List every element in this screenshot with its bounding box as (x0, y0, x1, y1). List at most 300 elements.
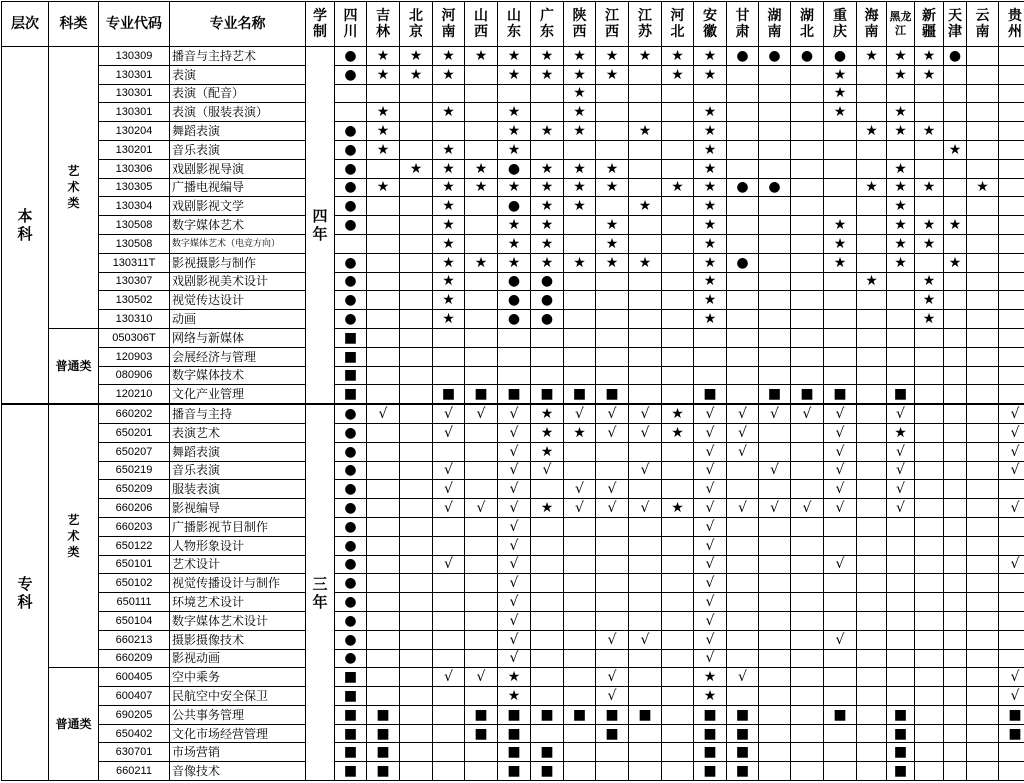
province-mark: ★ (564, 65, 596, 84)
province-mark (465, 461, 498, 480)
province-mark (465, 328, 498, 347)
province-mark (915, 611, 944, 630)
major-code: 130305 (99, 178, 170, 197)
province-mark (531, 347, 564, 366)
province-mark (857, 423, 887, 442)
province-mark (791, 328, 824, 347)
province-mark (915, 724, 944, 743)
table-row (2, 536, 1024, 555)
province-mark (727, 366, 759, 385)
province-mark (857, 517, 887, 536)
province-mark: ★ (367, 178, 400, 197)
province-mark: ■ (887, 743, 915, 762)
province-mark (944, 499, 967, 518)
province-mark: √ (824, 480, 857, 499)
province-mark (662, 385, 694, 404)
province-mark: ★ (531, 442, 564, 461)
province-mark (791, 724, 824, 743)
province-mark (944, 347, 967, 366)
table-row (2, 517, 1024, 536)
province-mark (791, 555, 824, 574)
province-mark (367, 480, 400, 499)
table-row (2, 253, 1024, 272)
province-mark (999, 536, 1024, 555)
province-mark: ● (335, 461, 367, 480)
province-mark (857, 480, 887, 499)
province-mark (791, 611, 824, 630)
province-mark (999, 366, 1024, 385)
major-name: 文化产业管理 (170, 385, 306, 404)
province-mark (944, 84, 967, 103)
province-mark (367, 197, 400, 216)
province-mark (564, 291, 596, 310)
province-mark (400, 593, 433, 612)
province-mark (400, 687, 433, 706)
province-mark (759, 216, 791, 235)
province-mark (887, 593, 915, 612)
province-mark: ■ (531, 743, 564, 762)
province-mark: ★ (433, 140, 465, 159)
province-mark (967, 649, 999, 668)
province-mark (596, 366, 629, 385)
table-row (2, 423, 1024, 442)
province-mark (824, 762, 857, 781)
province-mark: ● (335, 140, 367, 159)
major-name: 戏剧影视美术设计 (170, 272, 306, 291)
province-mark: ● (335, 649, 367, 668)
province-mark (596, 442, 629, 461)
province-mark: ● (498, 291, 531, 310)
province-mark (465, 234, 498, 253)
major-code: 660206 (99, 499, 170, 518)
major-code: 080906 (99, 366, 170, 385)
major-code: 600407 (99, 687, 170, 706)
province-mark (999, 234, 1024, 253)
province-mark (465, 103, 498, 122)
province-mark (367, 461, 400, 480)
province-mark: ★ (694, 310, 727, 329)
province-mark (465, 743, 498, 762)
header-province: 河 南 (433, 2, 465, 47)
province-mark (596, 611, 629, 630)
major-code: 130307 (99, 272, 170, 291)
province-mark: ★ (498, 216, 531, 235)
province-mark (629, 178, 662, 197)
province-mark: ★ (694, 216, 727, 235)
province-mark: ■ (335, 385, 367, 404)
province-mark (662, 442, 694, 461)
table-row (2, 216, 1024, 235)
province-mark (944, 611, 967, 630)
province-mark (564, 140, 596, 159)
province-mark: ■ (759, 385, 791, 404)
province-mark: ★ (596, 65, 629, 84)
province-mark (857, 291, 887, 310)
province-mark (824, 574, 857, 593)
province-mark (791, 347, 824, 366)
province-mark (967, 743, 999, 762)
province-mark (915, 347, 944, 366)
province-mark: √ (694, 574, 727, 593)
province-mark (824, 517, 857, 536)
province-mark: √ (887, 461, 915, 480)
major-code: 650209 (99, 480, 170, 499)
province-mark (662, 705, 694, 724)
major-code: 660211 (99, 762, 170, 781)
province-mark: ★ (465, 178, 498, 197)
province-mark (857, 649, 887, 668)
province-mark (727, 234, 759, 253)
table-row (2, 442, 1024, 461)
province-mark (915, 328, 944, 347)
province-mark (400, 404, 433, 423)
province-mark: ★ (887, 216, 915, 235)
province-mark (662, 291, 694, 310)
province-mark (531, 593, 564, 612)
province-mark (857, 705, 887, 724)
province-mark (400, 291, 433, 310)
province-mark (727, 574, 759, 593)
province-mark: ★ (824, 103, 857, 122)
header-province: 重 庆 (824, 2, 857, 47)
province-mark (857, 536, 887, 555)
province-mark (400, 480, 433, 499)
major-code: 130301 (99, 103, 170, 122)
major-code: 650219 (99, 461, 170, 480)
province-mark (727, 630, 759, 649)
major-name: 网络与新媒体 (170, 328, 306, 347)
province-mark (629, 480, 662, 499)
province-mark (367, 611, 400, 630)
province-mark: ■ (694, 705, 727, 724)
province-mark (791, 517, 824, 536)
province-mark: ★ (596, 234, 629, 253)
province-mark (857, 234, 887, 253)
province-mark (915, 536, 944, 555)
province-mark (531, 140, 564, 159)
province-mark (857, 499, 887, 518)
province-mark (887, 668, 915, 687)
table-row (2, 234, 1024, 253)
province-mark (857, 216, 887, 235)
province-mark (465, 140, 498, 159)
province-mark (915, 423, 944, 442)
province-mark (791, 122, 824, 141)
province-mark (727, 328, 759, 347)
major-name: 音乐表演 (170, 140, 306, 159)
province-mark (967, 423, 999, 442)
province-mark (400, 743, 433, 762)
province-mark (596, 328, 629, 347)
province-mark: √ (498, 536, 531, 555)
province-mark (915, 649, 944, 668)
major-code: 660202 (99, 404, 170, 423)
province-mark: √ (999, 668, 1024, 687)
province-mark (531, 555, 564, 574)
province-mark (967, 234, 999, 253)
province-mark (531, 687, 564, 706)
province-mark (791, 442, 824, 461)
province-mark: ★ (531, 499, 564, 518)
province-mark (999, 47, 1024, 66)
province-mark: √ (433, 555, 465, 574)
province-mark (759, 122, 791, 141)
province-mark: √ (694, 442, 727, 461)
province-mark: ■ (564, 705, 596, 724)
province-mark (433, 574, 465, 593)
province-mark: ● (335, 404, 367, 423)
province-mark (596, 743, 629, 762)
table-row (2, 291, 1024, 310)
province-mark (727, 310, 759, 329)
province-mark (857, 253, 887, 272)
province-mark (967, 328, 999, 347)
province-mark (944, 65, 967, 84)
province-mark (887, 291, 915, 310)
province-mark: ● (335, 574, 367, 593)
province-mark (999, 253, 1024, 272)
province-mark (857, 555, 887, 574)
province-mark (662, 593, 694, 612)
province-mark (433, 366, 465, 385)
province-mark: ■ (694, 743, 727, 762)
table-row (2, 461, 1024, 480)
province-mark (759, 366, 791, 385)
province-mark (944, 272, 967, 291)
province-mark (367, 517, 400, 536)
province-mark: ■ (498, 705, 531, 724)
header-province: 贵 州 (999, 2, 1024, 47)
province-mark: ● (335, 178, 367, 197)
province-mark (629, 366, 662, 385)
province-mark (662, 347, 694, 366)
province-mark: ★ (662, 178, 694, 197)
province-mark: ● (498, 197, 531, 216)
province-mark (857, 84, 887, 103)
province-mark (498, 347, 531, 366)
province-mark: √ (596, 668, 629, 687)
province-mark (367, 442, 400, 461)
province-mark: ■ (367, 762, 400, 781)
province-mark (433, 649, 465, 668)
province-mark: ★ (915, 272, 944, 291)
province-mark (915, 630, 944, 649)
province-mark (465, 762, 498, 781)
province-mark (727, 272, 759, 291)
province-mark: ★ (498, 178, 531, 197)
province-mark (465, 291, 498, 310)
major-code: 130201 (99, 140, 170, 159)
province-mark (944, 291, 967, 310)
province-mark: ★ (498, 687, 531, 706)
province-mark (759, 762, 791, 781)
province-mark: ■ (335, 762, 367, 781)
major-name: 广播影视节目制作 (170, 517, 306, 536)
province-mark (367, 536, 400, 555)
province-mark (531, 649, 564, 668)
province-mark: √ (694, 480, 727, 499)
province-mark: √ (433, 668, 465, 687)
province-mark: ● (531, 310, 564, 329)
province-mark (824, 272, 857, 291)
province-mark: ★ (400, 65, 433, 84)
province-mark (727, 593, 759, 612)
province-mark (999, 65, 1024, 84)
header-province: 黑龙 江 (887, 2, 915, 47)
province-mark (465, 423, 498, 442)
province-mark (400, 197, 433, 216)
province-mark (857, 687, 887, 706)
header-province: 海 南 (857, 2, 887, 47)
province-mark: ★ (915, 178, 944, 197)
category-cell: 艺 术 类 (49, 47, 99, 329)
header-level: 层次 (2, 2, 49, 47)
province-mark (824, 611, 857, 630)
header-province: 湖 南 (759, 2, 791, 47)
province-mark (629, 159, 662, 178)
province-mark (727, 140, 759, 159)
province-mark: ★ (564, 159, 596, 178)
province-mark: ★ (662, 423, 694, 442)
province-mark: ■ (367, 724, 400, 743)
province-mark (915, 253, 944, 272)
province-mark (791, 103, 824, 122)
province-mark (662, 480, 694, 499)
province-mark: ★ (694, 253, 727, 272)
province-mark (433, 687, 465, 706)
province-mark (400, 423, 433, 442)
major-name: 民航空中安全保卫 (170, 687, 306, 706)
major-code: 120210 (99, 385, 170, 404)
province-mark (824, 328, 857, 347)
province-mark: √ (694, 611, 727, 630)
province-mark (967, 536, 999, 555)
province-mark (791, 65, 824, 84)
province-mark (887, 555, 915, 574)
province-mark: ★ (694, 197, 727, 216)
province-mark: ■ (564, 385, 596, 404)
table-row (2, 593, 1024, 612)
table-row (2, 140, 1024, 159)
province-mark: √ (498, 404, 531, 423)
province-mark: ★ (824, 216, 857, 235)
province-mark (944, 668, 967, 687)
province-mark (999, 140, 1024, 159)
province-mark (433, 84, 465, 103)
table-row (2, 272, 1024, 291)
header-province: 北 京 (400, 2, 433, 47)
province-mark (759, 347, 791, 366)
province-mark: ★ (915, 47, 944, 66)
major-name: 数字媒体艺术 (170, 216, 306, 235)
province-mark (694, 366, 727, 385)
province-mark: √ (629, 499, 662, 518)
province-mark: √ (727, 404, 759, 423)
province-mark (791, 159, 824, 178)
major-name: 戏剧影视导演 (170, 159, 306, 178)
province-mark (465, 593, 498, 612)
province-mark (967, 197, 999, 216)
major-code: 650101 (99, 555, 170, 574)
province-mark (465, 687, 498, 706)
table-header (2, 2, 1024, 47)
province-mark: √ (629, 404, 662, 423)
province-mark (999, 593, 1024, 612)
province-mark: ★ (564, 178, 596, 197)
province-mark: √ (694, 499, 727, 518)
province-mark: √ (824, 404, 857, 423)
province-mark (564, 649, 596, 668)
province-mark (662, 122, 694, 141)
province-mark (967, 159, 999, 178)
province-mark (694, 347, 727, 366)
major-code: 650201 (99, 423, 170, 442)
province-mark (967, 310, 999, 329)
province-mark: √ (596, 480, 629, 499)
major-code: 130301 (99, 65, 170, 84)
province-mark: ★ (824, 253, 857, 272)
province-mark (662, 743, 694, 762)
province-mark: √ (999, 404, 1024, 423)
table-row (2, 84, 1024, 103)
province-mark (629, 385, 662, 404)
province-mark: ★ (367, 103, 400, 122)
province-mark: ★ (824, 234, 857, 253)
province-mark: ■ (367, 705, 400, 724)
province-mark (564, 234, 596, 253)
province-mark (564, 536, 596, 555)
province-mark (857, 197, 887, 216)
province-mark (944, 197, 967, 216)
province-mark (367, 216, 400, 235)
province-mark (915, 404, 944, 423)
duration-cell: 三 年 (306, 404, 335, 780)
province-mark (759, 593, 791, 612)
province-mark: ★ (694, 234, 727, 253)
province-mark (887, 536, 915, 555)
province-mark: √ (498, 480, 531, 499)
province-mark: ★ (564, 253, 596, 272)
province-mark: ■ (465, 385, 498, 404)
major-code: 650402 (99, 724, 170, 743)
province-mark (944, 442, 967, 461)
province-mark: √ (791, 404, 824, 423)
province-mark (531, 536, 564, 555)
province-mark: ★ (433, 197, 465, 216)
province-mark: √ (596, 499, 629, 518)
province-mark (596, 517, 629, 536)
province-mark: ★ (531, 216, 564, 235)
province-mark: √ (498, 442, 531, 461)
province-mark: ★ (887, 65, 915, 84)
province-mark (367, 328, 400, 347)
province-mark (400, 347, 433, 366)
province-mark: ★ (967, 178, 999, 197)
province-mark: ★ (915, 234, 944, 253)
province-mark: √ (498, 630, 531, 649)
province-mark (400, 574, 433, 593)
province-mark: ★ (564, 84, 596, 103)
province-mark: √ (887, 442, 915, 461)
province-mark: ● (335, 159, 367, 178)
province-mark (967, 47, 999, 66)
province-mark (967, 84, 999, 103)
province-mark: √ (824, 423, 857, 442)
table-row (2, 649, 1024, 668)
province-mark (367, 385, 400, 404)
province-mark (367, 272, 400, 291)
province-mark (759, 65, 791, 84)
